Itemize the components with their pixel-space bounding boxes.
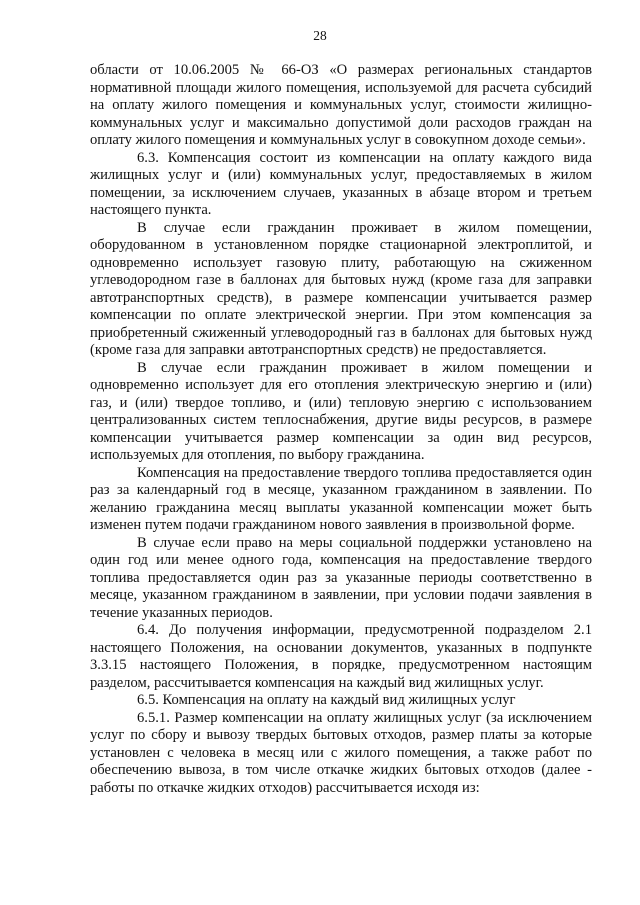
paragraph-one-year-support: В случае если право на меры социальной поддержки установлено на один год или менее одного года, компенсация на предоставление твердого топлива предоставляется один раз за указанные периоды соответственно в месяце, указанном гражданином в заявлении, при условии подачи заявления в течение указанных периодов. [90,534,592,621]
paragraph-heating-resources: В случае если гражданин проживает в жилом помещении и одновременно использует для его отопления электрическую энергию и (или) газ, и (или) твердое топливо, и (или) тепловую энергию с использованием централизованных систем теплоснабжения, другие виды ресурсов, в размере компенсации учитывается размер компенсации за один вид ресурсов, используемых для отопления, по выбору гражданина. [90,359,592,463]
paragraph-continuation: области от 10.06.2005 № 66-ОЗ «О размерах региональных стандартов нормативной площади жилого помещения, используемой для расчета субсидий на оплату жилого помещения и коммунальных услуг, стоимости жилищно-коммунальных услуг и максимально допустимой доли расходов граждан на оплату жилого помещения и коммунальных услуг в совокупном доходе семьи». [90,62,592,148]
paragraph-electric-stove: В случае если гражданин проживает в жилом помещении, оборудованном в установленном порядке стационарной электроплитой, и одновременно использует газовую плиту, работающую на сжиженном углеводородном газе в баллонах для бытовых нужд (кроме газа для заправки автотранспортных средств), в размере компенсации учитывается размер компенсации по оплате электрической энергии. При этом компенсация за приобретенный сжиженный углеводородный газ в баллонах для бытовых нужд (кроме газа для заправки автотранспортных средств) не предоставляется. [90,219,592,358]
paragraph-6-4: 6.4. До получения информации, предусмотренной подразделом 2.1 настоящего Положения, на основании документов, указанных в подпункте 3.3.15 настоящего Положения, в порядке, предусмотренном настоящим разделом, рассчитывается компенсация на каждый вид жилищных услуг. [90,622,592,691]
paragraph-solid-fuel: Компенсация на предоставление твердого топлива предоставляется один раз за календарный год в месяце, указанном гражданином в заявлении. По желанию гражданина месяц выплаты указанной компенсации может быть изменен путем подачи гражданином нового заявления в произвольной форме. [90,464,592,533]
paragraph-6-3: 6.3. Компенсация состоит из компенсации на оплату каждого вида жилищных услуг и (или) коммунальных услуг, предоставляемых в жилом помещении, за исключением случаев, указанных в абзаце втором и третьем настоящего пункта. [90,149,592,218]
paragraph-6-5: 6.5. Компенсация на оплату на каждый вид жилищных услуг [137,692,516,708]
page-number: 28 [313,28,327,43]
document-body [90,62,592,797]
paragraph-6-5-1: 6.5.1. Размер компенсации на оплату жилищных услуг (за исключением услуг по сбору и вывозу твердых бытовых отходов, размер платы за которые установлен с человека в месяц или с жилого помещения, а также работ по обеспечению вывоза, в том числе откачке жидких бытовых отходов (далее - работы по откачке жидких отходов) рассчитывается исходя из: [90,709,592,796]
